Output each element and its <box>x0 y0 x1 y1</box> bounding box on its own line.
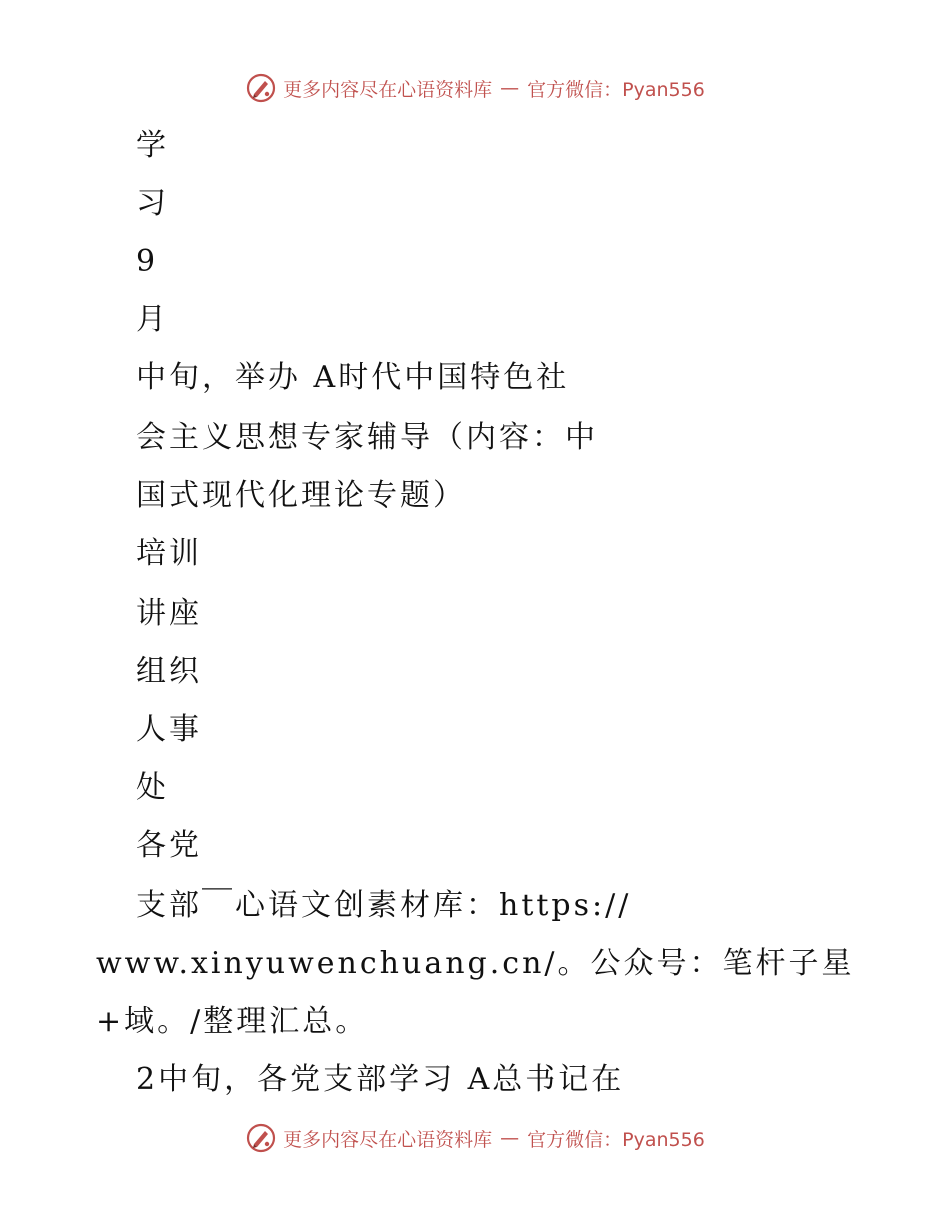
doc-line-15: www.xinyuwenchuang.cn/。公众号：笔杆子星 <box>96 946 855 981</box>
doc-line-16: +域。/整理汇总。 <box>96 1004 369 1039</box>
doc-line-3: 9 <box>136 244 159 279</box>
footer-watermark <box>0 1122 950 1154</box>
doc-line-14: 支部￣心语文创素材库：https:// <box>136 888 632 923</box>
doc-line-11: 人事 <box>136 712 202 747</box>
watermark-contact: 官方微信：Pyan556 <box>527 78 705 101</box>
doc-line-2: 习 <box>136 186 169 221</box>
doc-line-4: 月 <box>136 302 169 337</box>
doc-line-9: 讲座 <box>136 596 202 631</box>
doc-line-13: 各党 <box>136 828 202 863</box>
doc-line-7: 国式现代化理论专题） <box>136 478 466 513</box>
doc-line-6: 会主义思想专家辅导（内容：中 <box>136 420 598 455</box>
watermark-separator: — <box>500 1127 520 1149</box>
header-watermark <box>0 72 950 104</box>
doc-line-17: 2中旬，各党支部学习 A总书记在 <box>136 1062 625 1097</box>
watermark-text: 更多内容尽在心语资料库 <box>283 1128 493 1151</box>
doc-line-10: 组织 <box>136 654 202 689</box>
watermark-text: 更多内容尽在心语资料库 <box>283 78 493 101</box>
doc-line-12: 处 <box>136 770 169 805</box>
watermark-separator: — <box>500 77 520 99</box>
watermark-contact: 官方微信：Pyan556 <box>527 1128 705 1151</box>
pen-seal-icon <box>245 72 277 104</box>
doc-line-5: 中旬，举办 A时代中国特色社 <box>136 360 570 395</box>
doc-line-8: 培训 <box>136 536 202 571</box>
doc-line-1: 学 <box>136 128 169 163</box>
pen-seal-icon <box>245 1122 277 1154</box>
